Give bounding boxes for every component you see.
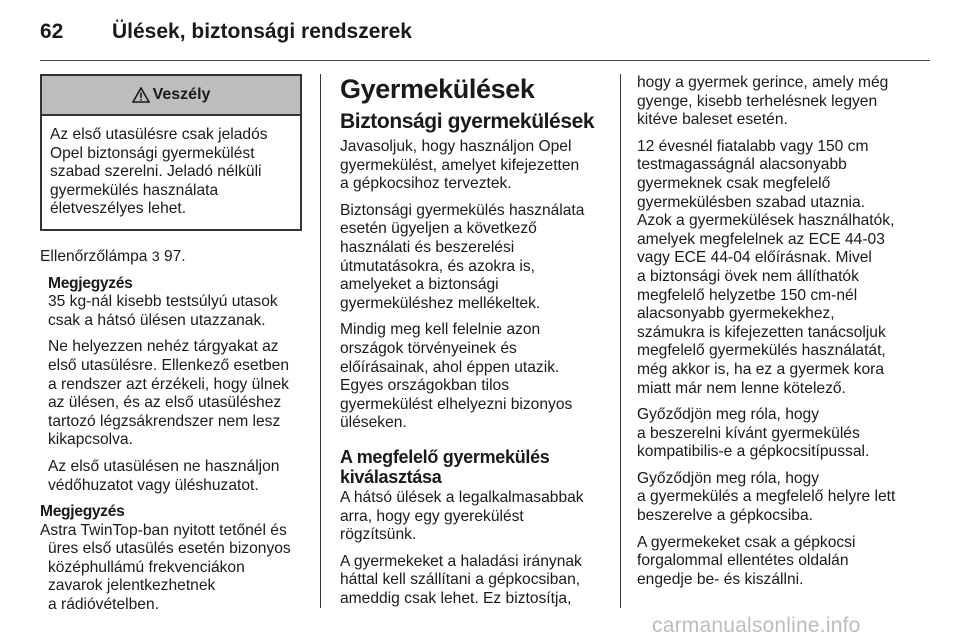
text-line: A gyermekeket csak a gépkocsi bbox=[637, 533, 856, 551]
heading-line: A megfelelő gyermekülés bbox=[340, 446, 550, 467]
text-line: még akkor is, ha ez a gyermek kora bbox=[637, 360, 885, 378]
text-line: Opel biztonsági gyermekülést bbox=[50, 144, 255, 162]
paragraph bbox=[340, 489, 608, 545]
column-right bbox=[637, 74, 907, 597]
text-line: arra, hogy egy gyerekülést bbox=[340, 507, 524, 525]
text-line: Astra TwinTop-ban nyitott tetőnél és bbox=[40, 521, 287, 539]
subsection-heading bbox=[340, 447, 608, 487]
text-line: első utasülésre. Ellenkező esetben bbox=[48, 356, 289, 374]
text-line: Győződjön meg róla, hogy bbox=[637, 406, 820, 424]
subsection-heading: Biztonsági gyermekülések bbox=[340, 110, 595, 133]
text-line: gyermekülést elhelyezni bizonyos bbox=[340, 395, 573, 413]
text-line: gyermekülésben szabad utaznia. bbox=[637, 193, 865, 211]
text-line: középhullámú frekvenciákon bbox=[48, 558, 245, 576]
text-line: megfelelő gyermekülés használatát, bbox=[637, 342, 886, 360]
text-line: számukra is kifejezetten tanácsoljuk bbox=[637, 323, 886, 341]
text-line: kompatibilis-e a gépkocsitípussal. bbox=[637, 443, 870, 461]
column-left bbox=[40, 74, 306, 615]
text-line: A hátsó ülések a legalkalmasabbak bbox=[340, 488, 584, 506]
text-line: csak a hátsó ülésen utazzanak. bbox=[48, 311, 266, 329]
watermark: carmanualsonline.info bbox=[652, 614, 861, 637]
reference-text: Ellenőrzőlámpa bbox=[40, 247, 152, 265]
text-line: a rádióvételben. bbox=[48, 596, 159, 614]
text-line: Mindig meg kell felelnie azon bbox=[340, 321, 541, 339]
text-line: Biztonsági gyermekülés használata bbox=[340, 201, 585, 219]
text-line: A gyermekeket a haladási iránynak bbox=[340, 552, 582, 570]
text-line: gyermekülést, amelyet kifejezetten bbox=[340, 156, 580, 174]
danger-box bbox=[40, 74, 302, 231]
text-line: használati és beszerelési bbox=[340, 238, 515, 256]
text-line: vagy ECE 44-04 előírásnak. Mivel bbox=[637, 249, 872, 267]
paragraph bbox=[637, 470, 907, 526]
paragraph bbox=[340, 202, 608, 314]
text-line: hogy a gyermek gerince, amely még bbox=[637, 74, 889, 91]
text-line: Győződjön meg róla, hogy bbox=[637, 469, 820, 487]
text-line: tartozó légzsákrendszer nem lesz bbox=[48, 412, 281, 430]
text-line: gyermeküléshez mellékeltek. bbox=[340, 294, 541, 312]
text-line: kitéve baleset esetén. bbox=[637, 111, 788, 129]
cross-reference[interactable] bbox=[40, 247, 306, 267]
text-line: a rendszer azt érzékeli, hogy ülnek bbox=[48, 375, 289, 393]
text-line: rögzítsünk. bbox=[340, 526, 417, 544]
note-block bbox=[40, 503, 306, 615]
column-middle bbox=[340, 74, 608, 616]
column-divider bbox=[320, 74, 321, 608]
paragraph bbox=[340, 138, 608, 194]
page-title: Ülések, biztonsági rendszerek bbox=[112, 20, 412, 43]
text-line: országok törvényeinek és bbox=[340, 339, 517, 357]
text-line: kikapcsolva. bbox=[48, 431, 133, 449]
text-line: az ülésen, és az első utasüléshez bbox=[48, 394, 282, 412]
text-line: életveszélyes lehet. bbox=[50, 200, 187, 218]
text-line: 12 évesnél fiatalabb vagy 150 cm bbox=[637, 137, 869, 155]
heading-line: kiválasztása bbox=[340, 466, 442, 487]
text-line: engedje be- és kiszállni. bbox=[637, 570, 804, 588]
text-line: testmagasságnál alacsonyabb bbox=[637, 156, 847, 174]
text-line: forgalommal ellentétes oldalán bbox=[637, 552, 849, 570]
text-line: amelyek megfelelnek az ECE 44-03 bbox=[637, 230, 885, 248]
text-line: útmutatásokra, és azokra is, bbox=[340, 257, 536, 275]
paragraph bbox=[48, 458, 306, 495]
warning-icon bbox=[132, 87, 150, 103]
paragraph bbox=[637, 534, 907, 590]
text-line: Egyes országokban tilos bbox=[340, 377, 510, 395]
section-heading: Gyermekülések bbox=[340, 74, 535, 104]
text-line: védőhuzatot vagy üléshuzatot. bbox=[48, 476, 259, 494]
text-line: gyermeknek csak megfelelő bbox=[637, 174, 831, 192]
text-line: gyermekülés használata bbox=[50, 181, 219, 199]
paragraph bbox=[637, 406, 907, 462]
text-line: háttal kell szállítani a gépkocsiban, bbox=[340, 571, 581, 589]
text-line: Az első utasülésen ne használjon bbox=[48, 457, 280, 475]
page-number: 62 bbox=[40, 20, 64, 43]
note-heading: Megjegyzés bbox=[48, 274, 133, 292]
note-block bbox=[40, 275, 306, 496]
text-line: miatt már nem lenne kötelező. bbox=[637, 379, 846, 397]
text-line: alacsonyabb gyermekekhez, bbox=[637, 305, 835, 323]
text-line: a beszerelni kívánt gyermekülés bbox=[637, 424, 860, 442]
arrow-reference-icon: 3 bbox=[151, 247, 160, 264]
text-line: amelyeket a biztonsági bbox=[340, 276, 499, 294]
paragraph bbox=[637, 138, 907, 398]
text-line: üres első utasülés esetén bizonyos bbox=[48, 540, 291, 558]
text-line: zavarok jelentkezhetnek bbox=[48, 577, 216, 595]
text-line: megfelelő helyzetbe 150 cm-nél bbox=[637, 286, 858, 304]
text-line: beszerelve a gépkocsiba. bbox=[637, 507, 813, 525]
reference-page: 97. bbox=[159, 247, 186, 265]
text-line: gyenge, kisebb terhelésnek legyen bbox=[637, 92, 878, 110]
text-line: esetén ügyeljen a következő bbox=[340, 220, 537, 238]
text-line: Az első utasülésre csak jeladós bbox=[50, 126, 268, 143]
header-divider bbox=[40, 60, 930, 61]
paragraph bbox=[48, 293, 306, 330]
column-divider bbox=[620, 74, 621, 608]
text-line: Azok a gyermekülések használhatók, bbox=[637, 212, 895, 230]
paragraph bbox=[340, 553, 608, 609]
text-line: Ne helyezzen nehéz tárgyakat az bbox=[48, 338, 279, 356]
text-line: a gépkocsihoz terveztek. bbox=[340, 175, 512, 193]
text-line: a gyermekülés a megfelelő helyre lett bbox=[637, 488, 896, 506]
text-line: ameddig csak lehet. Ez biztosítja, bbox=[340, 589, 572, 607]
danger-header bbox=[42, 76, 300, 116]
text-line: előírásainak, ahol éppen utazik. bbox=[340, 358, 560, 376]
danger-text bbox=[42, 116, 300, 229]
page-header bbox=[0, 0, 960, 58]
danger-label: Veszély bbox=[152, 85, 211, 103]
text-line: szabad szerelni. Jeladó nélküli bbox=[50, 163, 262, 181]
paragraph bbox=[340, 321, 608, 433]
text-line: 35 kg-nál kisebb testsúlyú utasok bbox=[48, 293, 278, 311]
paragraph bbox=[48, 338, 306, 450]
text-line: Javasoljuk, hogy használjon Opel bbox=[340, 138, 572, 155]
note-heading: Megjegyzés bbox=[40, 503, 125, 521]
text-line: a biztonsági övek nem állíthatók bbox=[637, 267, 859, 285]
paragraph bbox=[637, 74, 907, 130]
text-line: üléseken. bbox=[340, 414, 407, 432]
